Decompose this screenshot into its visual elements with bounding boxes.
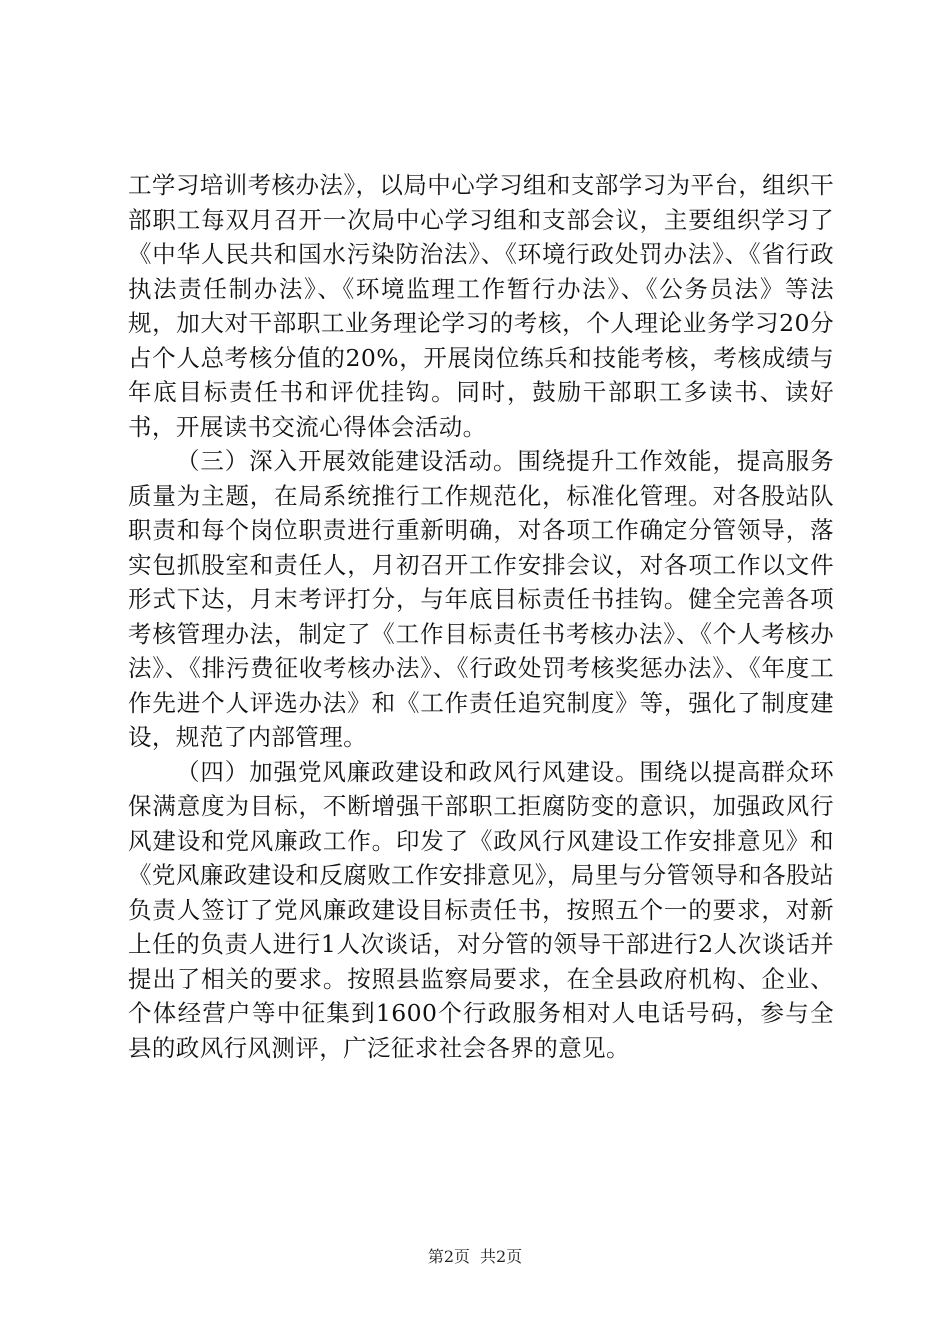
paragraph-efficiency-building: （三）深入开展效能建设活动。围绕提升工作效能，提高服务质量为主题，在局系统推行工作规范化，标准化管理。对各股站队职责和每个岗位职责进行重新明确，对各项工作确定分管领导，落实包抓股室和责任人，月初召开工作安排会议，对各项工作以文件形式下达，月末考评打分，与年底目标责任书挂钩。健全完善各项考核管理办法，制定了《工作目标责任书考核办法》、《个人考核办法》、《排污费征收考核办法》、《行政处罚考核奖惩办法》、《年度工作先进个人评选办法》和《工作责任追究制度》等，强化了制度建设，规范了内部管理。 [128, 447, 834, 751]
page-number: 第2页 [427, 1247, 470, 1266]
paragraph-study-training: 工学习培训考核办法》，以局中心学习组和支部学习为平台，组织干部职工每双月召开一次局中心学习组和支部会议，主要组织学习了《中华人民共和国水污染防治法》、《环境行政处罚办法》、《省行政执法责任制办法》、《环境监理工作暂行办法》、《公务员法》等法规，加大对干部职工业务理论学习的考核，个人理论业务学习20分占个人总考核分值的20%，开展岗位练兵和技能考核，考核成绩与年底目标责任书和评优挂钩。同时，鼓励干部职工多读书、读好书，开展读书交流心得体会活动。 [128, 171, 834, 441]
page-footer [0, 1247, 950, 1267]
paragraph-party-integrity: （四）加强党风廉政建设和政风行风建设。围绕以提高群众环保满意度为目标，不断增强干部职工拒腐防变的意识，加强政风行风建设和党风廉政工作。印发了《政风行风建设工作安排意见》和《党风廉政建设和反腐败工作安排意见》，局里与分管领导和各股站负责人签订了党风廉政建设目标责任书，按照五个一的要求，对新上任的负责人进行1人次谈话，对分管的领导干部进行2人次谈话并提出了相关的要求。按照县监察局要求，在全县政府机构、企业、个体经营户等中征集到1600个行政服务相对人电话号码，参与全县的政风行风测评，广泛征求社会各界的意见。 [128, 757, 834, 1062]
document-body [128, 168, 834, 1065]
page-total: 共2页 [480, 1247, 523, 1266]
